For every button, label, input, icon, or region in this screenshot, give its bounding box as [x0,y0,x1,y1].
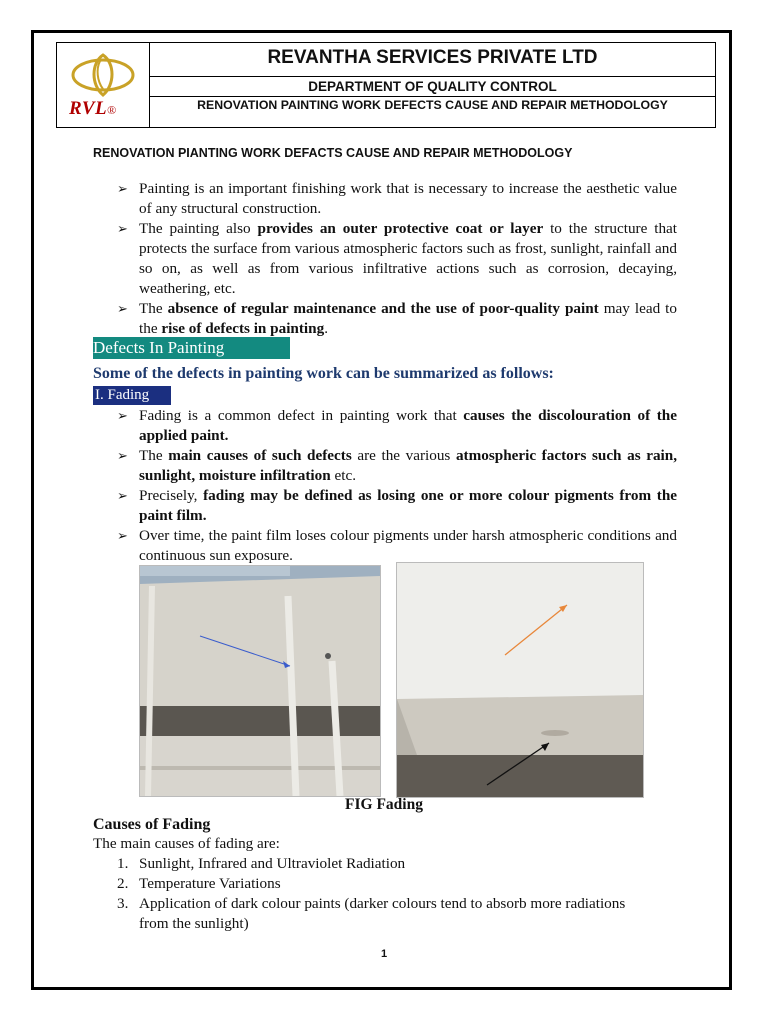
page-number: 1 [380,948,388,960]
company-name: REVANTHA SERVICES PRIVATE LTD [150,43,715,77]
list-item: 2. Temperature Variations [117,875,281,892]
arrow-bullet-icon: ➢ [117,181,128,196]
arrow-bullet-icon: ➢ [117,221,128,236]
section-heading-defects: Defects In Painting [93,337,290,359]
fading-photo-ceiling [396,562,644,798]
document-title: RENOVATION PIANTING WORK DEFACTS CAUSE AND REPAIR METHODOLOGY [93,146,573,160]
arrow-bullet-icon: ➢ [117,301,128,316]
department-name: DEPARTMENT OF QUALITY CONTROL [150,77,715,97]
document-header [56,42,716,128]
causes-list [117,854,657,934]
causes-heading: Causes of Fading [93,816,211,833]
bullet-item: ➢ Painting is an important finishing work that is necessary to increase the aesthetic value of any structural construction. [117,180,677,217]
logo-cell [57,43,150,127]
bullet-item: ➢ Over time, the paint film loses colour pigments under harsh atmospheric conditions and continuous sun exposure. [117,527,677,564]
list-item: 1. Sunlight, Infrared and Ultraviolet Radiation [117,855,406,872]
bullet-item: ➢ Fading is a common defect in painting work that causes the discolouration of the applied paint. [117,407,677,444]
bullet-item: ➢ The painting also provides an outer protective coat or layer to the structure that protects the surface from various atmospheric factors such as frost, sunlight, rainfall and so on, as well as from various infiltrative actions such as corrosion, decaying, weathering, etc. [117,220,678,297]
subsection-heading-fading: I. Fading [93,386,171,405]
section-intro: Some of the defects in painting work can be summarized as follows: [93,365,554,382]
list-item: 3. Application of dark colour paints (darker colours tend to absorb more radiations from the sunlight) [117,895,626,932]
logo-wordmark: RVL® [69,98,117,119]
arrow-bullet-icon: ➢ [117,408,128,423]
rvl-logo-icon [67,51,139,97]
fading-bullet-list [117,406,677,566]
figure-caption: FIG Fading [345,796,423,813]
bullet-item: ➢ The absence of regular maintenance and the use of poor-quality paint may lead to the rise of defects in painting. [117,300,677,337]
intro-bullet-list [117,179,677,339]
bullet-item: ➢ Precisely, fading may be defined as losing one or more colour pigments from the paint film. [117,487,678,524]
header-subtitle: RENOVATION PAINTING WORK DEFECTS CAUSE AND REPAIR METHODOLOGY [197,98,668,112]
bullet-item: ➢ The main causes of such defects are the various atmospheric factors such as rain, sunlight, moisture infiltration etc. [117,447,677,484]
arrow-bullet-icon: ➢ [117,528,128,543]
causes-intro: The main causes of fading are: [93,835,280,852]
arrow-bullet-icon: ➢ [117,488,128,503]
arrow-bullet-icon: ➢ [117,448,128,463]
fading-photo-wall [139,565,381,797]
